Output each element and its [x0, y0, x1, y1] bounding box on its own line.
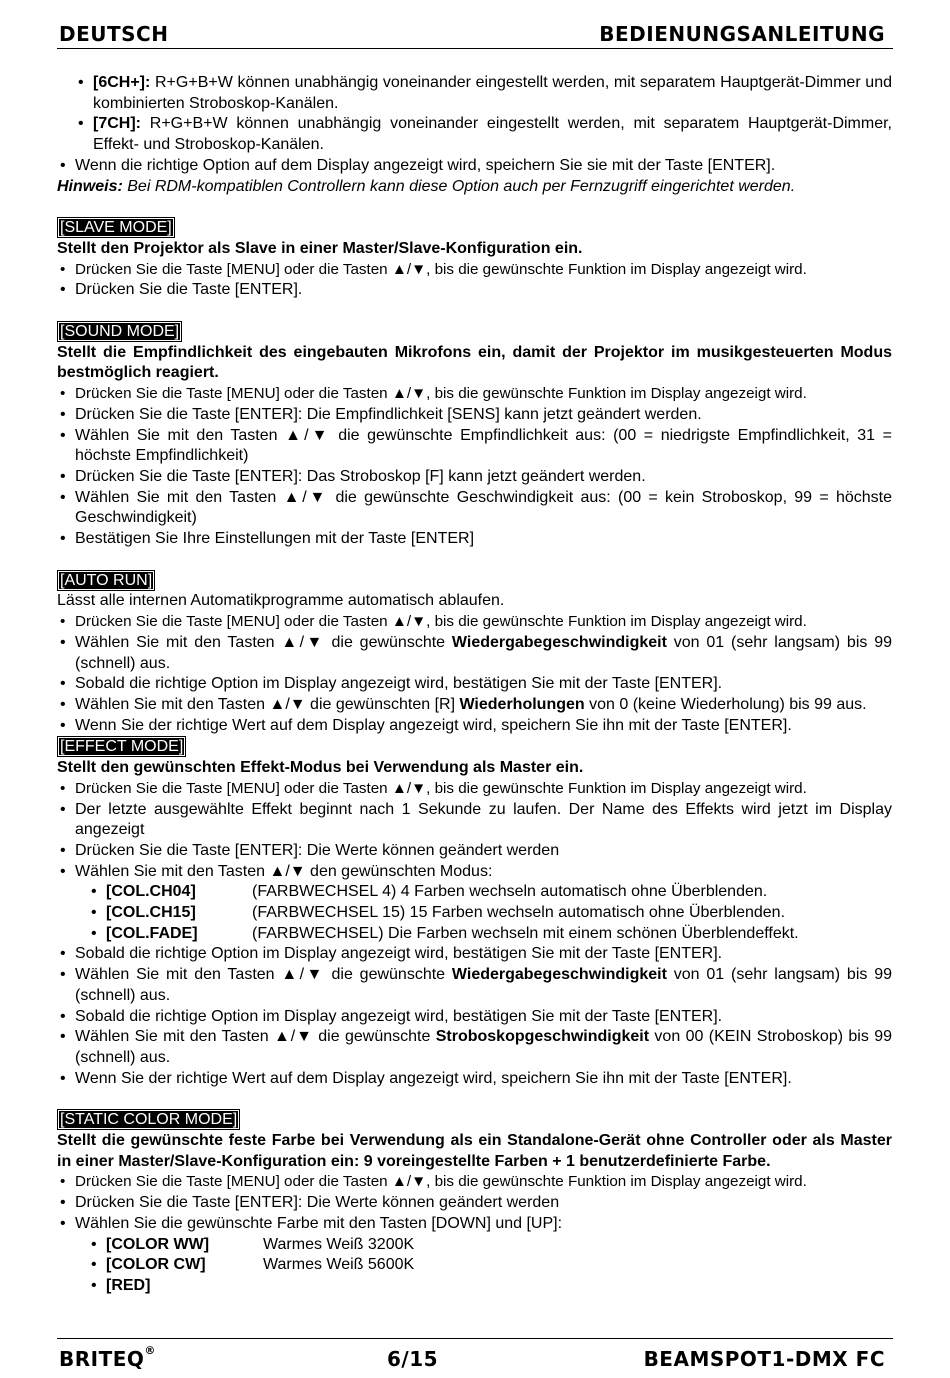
- mode-item: • [COL.CH04] (FARBWECHSEL 4) 4 Farben wechseln automatisch ohne Überblenden.: [57, 882, 892, 903]
- section-tag: [SLAVE MODE]: [57, 217, 175, 238]
- hint-note: Hinweis: Bei RDM-kompatiblen Controllern kann diese Option auch per Fernzugriff eingerichtet werden.: [57, 177, 796, 195]
- section-description: Stellt den gewünschten Effekt-Modus bei Verwendung als Master ein.: [57, 759, 584, 777]
- page-footer: [57, 1338, 893, 1373]
- list-item: • Wählen Sie mit den Tasten ▲/▼ den gewünschten Modus:: [57, 862, 892, 883]
- list-item: • Drücken Sie die Taste [ENTER].: [57, 280, 892, 301]
- list-item: • Wählen Sie mit den Tasten ▲/▼ die gewünschten [R] Wiederholungen von 0 (keine Wiederholung) bis 99 aus.: [57, 695, 892, 716]
- list-item: • Drücken Sie die Taste [MENU] oder die Tasten ▲/▼, bis die gewünschte Funktion im Display angezeigt wird.: [57, 260, 892, 281]
- section-slave-mode: [57, 217, 892, 301]
- manual-content: [57, 73, 892, 1297]
- list-item: • [7CH]: R+G+B+W können unabhängig voneinander eingestellt werden, mit separatem Hauptgerät-Dimmer, Effekt- und Stroboskop-Kanälen.: [57, 114, 892, 155]
- list-item: • Drücken Sie die Taste [MENU] oder die Tasten ▲/▼, bis die gewünschte Funktion im Display angezeigt wird.: [57, 1172, 892, 1193]
- list-item: • Drücken Sie die Taste [ENTER]: Die Werte können geändert werden: [57, 1193, 892, 1214]
- mode-item: • [COL.CH15] (FARBWECHSEL 15) 15 Farben wechseln automatisch ohne Überblenden.: [57, 903, 892, 924]
- section-description: Stellt die gewünschte feste Farbe bei Verwendung als ein Standalone-Gerät ohne Controller oder als Master in einer Master/Slave-Konfiguration ein: 9 voreingestellte Farben + 1 benutzerdefinierte Farbe.: [57, 1132, 892, 1170]
- section-auto-run: [57, 570, 892, 737]
- footer-model: BEAMSPOT1-DMX FC: [643, 1347, 885, 1371]
- section-tag: [SOUND MODE]: [57, 321, 182, 342]
- color-item: • [COLOR CW] Warmes Weiß 5600K: [57, 1255, 892, 1276]
- list-item: • Wählen Sie mit den Tasten ▲/▼ die gewünschte Wiedergabegeschwindigkeit von 01 (sehr langsam) bis 99 (schnell) aus.: [57, 633, 892, 674]
- section-tag: [EFFECT MODE]: [57, 736, 186, 757]
- section-description: Stellt den Projektor als Slave in einer Master/Slave-Konfiguration ein.: [57, 239, 583, 257]
- footer-brand: BRITEQ®: [59, 1344, 156, 1371]
- header-language: DEUTSCH: [59, 22, 169, 46]
- section-tag: [STATIC COLOR MODE]: [57, 1109, 240, 1130]
- list-item: • Wählen Sie mit den Tasten ▲/▼ die gewünschte Empfindlichkeit aus: (00 = niedrigste Empfindlichkeit, 31 = höchste Empfindlichkeit): [57, 426, 892, 467]
- header-title: BEDIENUNGSANLEITUNG: [599, 22, 885, 46]
- page-number: 6/15: [387, 1347, 439, 1371]
- list-item: • Wenn Sie der richtige Wert auf dem Display angezeigt wird, speichern Sie ihn mit der Taste [ENTER].: [57, 716, 892, 737]
- list-item: • Wählen Sie mit den Tasten ▲/▼ die gewünschte Wiedergabegeschwindigkeit von 01 (sehr langsam) bis 99 (schnell) aus.: [57, 965, 892, 1006]
- list-item: • Der letzte ausgewählte Effekt beginnt nach 1 Sekunde zu laufen. Der Name des Effekts wird jetzt im Display angezeigt: [57, 800, 892, 841]
- color-item: • [RED]: [57, 1276, 892, 1297]
- mode-item: • [COL.FADE] (FARBWECHSEL) Die Farben wechseln mit einem schönen Überblendeffekt.: [57, 924, 892, 945]
- color-item: • [COLOR WW] Warmes Weiß 3200K: [57, 1235, 892, 1256]
- list-item: • Sobald die richtige Option im Display angezeigt wird, bestätigen Sie mit der Taste [ENTER].: [57, 944, 892, 965]
- list-item: • Drücken Sie die Taste [MENU] oder die Tasten ▲/▼, bis die gewünschte Funktion im Display angezeigt wird.: [57, 612, 892, 633]
- section-description: Lässt alle internen Automatikprogramme automatisch ablaufen.: [57, 592, 505, 610]
- list-item: • Wählen Sie die gewünschte Farbe mit den Tasten [DOWN] und [UP]:: [57, 1214, 892, 1235]
- list-item: • Sobald die richtige Option im Display angezeigt wird, bestätigen Sie mit der Taste [ENTER].: [57, 674, 892, 695]
- section-tag: [AUTO RUN]: [57, 570, 155, 591]
- list-item: • Bestätigen Sie Ihre Einstellungen mit der Taste [ENTER]: [57, 529, 892, 550]
- page-header: [57, 22, 893, 49]
- section-effect-mode: [57, 736, 892, 1089]
- list-item: • Drücken Sie die Taste [ENTER]: Die Empfindlichkeit [SENS] kann jetzt geändert werden.: [57, 405, 892, 426]
- section-sound-mode: [57, 321, 892, 550]
- list-item: • Wenn Sie der richtige Wert auf dem Display angezeigt wird, speichern Sie ihn mit der Taste [ENTER].: [57, 1069, 892, 1090]
- list-item: • Drücken Sie die Taste [ENTER]: Die Werte können geändert werden: [57, 841, 892, 862]
- list-item: • Wählen Sie mit den Tasten ▲/▼ die gewünschte Stroboskopgeschwindigkeit von 00 (KEIN Stroboskop) bis 99 (schnell) aus.: [57, 1027, 892, 1068]
- section-static-color-mode: [57, 1109, 892, 1296]
- list-item: • Wenn die richtige Option auf dem Display angezeigt wird, speichern Sie sie mit der Taste [ENTER].: [57, 156, 892, 177]
- list-item: • Wählen Sie mit den Tasten ▲/▼ die gewünschte Geschwindigkeit aus: (00 = kein Stroboskop, 99 = höchste Geschwindigkeit): [57, 488, 892, 529]
- list-item: • [6CH+]: R+G+B+W können unabhängig voneinander eingestellt werden, mit separatem Hauptgerät-Dimmer und kombinierten Stroboskop-Kanälen.: [57, 73, 892, 114]
- list-item: • Drücken Sie die Taste [MENU] oder die Tasten ▲/▼, bis die gewünschte Funktion im Display angezeigt wird.: [57, 384, 892, 405]
- list-item: • Drücken Sie die Taste [MENU] oder die Tasten ▲/▼, bis die gewünschte Funktion im Display angezeigt wird.: [57, 779, 892, 800]
- list-item: • Sobald die richtige Option im Display angezeigt wird, bestätigen Sie mit der Taste [ENTER].: [57, 1007, 892, 1028]
- list-item: • Drücken Sie die Taste [ENTER]: Das Stroboskop [F] kann jetzt geändert werden.: [57, 467, 892, 488]
- section-description: Stellt die Empfindlichkeit des eingebauten Mikrofons ein, damit der Projektor im musikgesteuerten Modus bestmöglich reagiert.: [57, 343, 892, 382]
